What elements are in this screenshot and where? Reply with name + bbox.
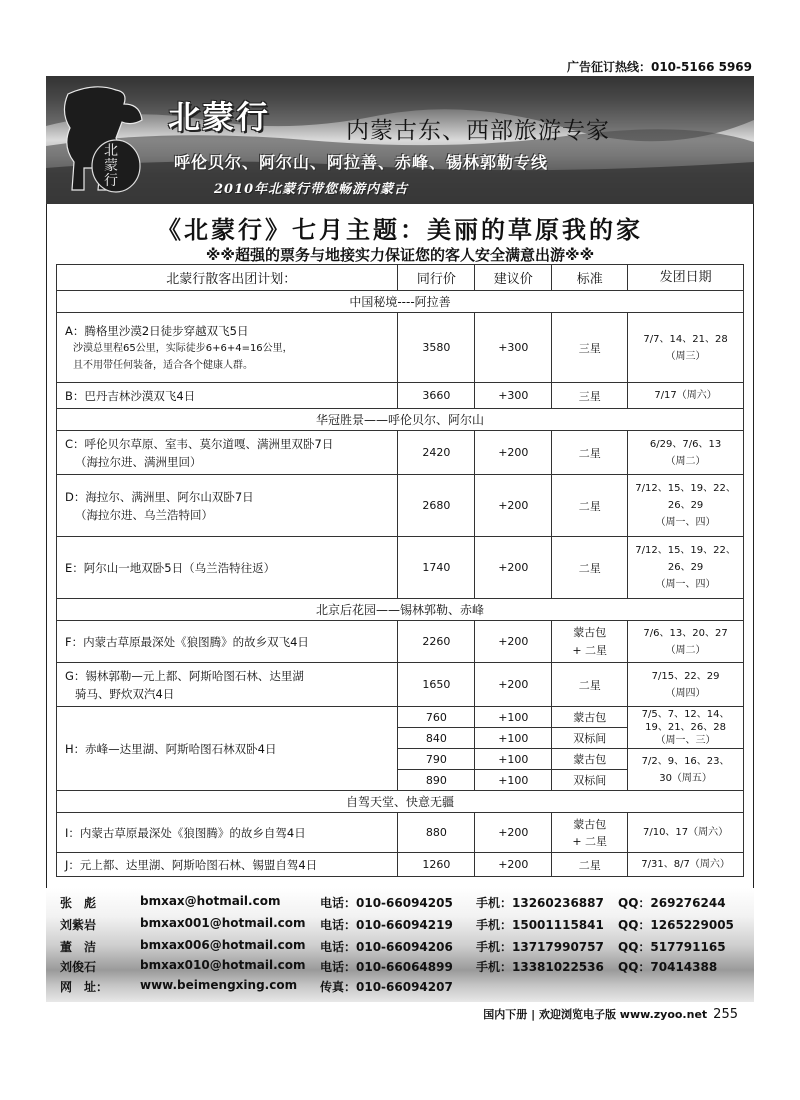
table-header-row	[57, 265, 744, 291]
col-header-route: 北蒙行散客出团计划：	[57, 265, 398, 291]
departure-weekday: （周二）	[665, 644, 706, 656]
section-row	[57, 291, 744, 313]
suggested-price: +200	[475, 663, 552, 707]
peer-price: 880	[398, 813, 475, 853]
route-name: E：阿尔山一地双卧5日（乌兰浩特往返）	[57, 537, 398, 599]
departure-dates: 7/2、9、16、23、	[641, 755, 730, 767]
suggested-price: +200	[475, 853, 552, 877]
departure-dates: 7/6、13、20、27	[643, 627, 728, 639]
contact-mobile: 手机：13717990757	[476, 940, 604, 954]
route-name: I：内蒙古草原最深处《狼图腾》的故乡自驾4日	[57, 813, 398, 853]
route-name: G：锡林郭勒—元上都、阿斯哈图石林、达里湖	[65, 668, 304, 683]
route-name: D：海拉尔、满洲里、阿尔山双卧7日	[65, 489, 254, 504]
standard: 三星	[552, 383, 628, 409]
contact-name: 刘俊石	[60, 960, 97, 974]
standard: 蒙古包	[552, 749, 628, 770]
standard: 二星	[552, 475, 628, 537]
peer-price: 760	[398, 707, 475, 728]
suggested-price: +100	[475, 770, 552, 791]
standard: 二星	[552, 663, 628, 707]
route-note: 骑马、野炊双汽4日	[75, 686, 175, 701]
website-link[interactable]: www.beimengxing.com	[140, 978, 298, 992]
departure-weekday: （周三）	[665, 350, 706, 362]
route-name: C：呼伦贝尔草原、室韦、莫尔道嘎、满洲里双卧7日	[65, 436, 334, 451]
section-title: 北京后花园——锡林郭勒、赤峰	[57, 599, 744, 621]
horse-logo	[54, 82, 154, 200]
contact-row	[46, 938, 754, 956]
suggested-price: +200	[475, 621, 552, 663]
departure-weekday: （周一、四）	[655, 517, 716, 528]
standard: + 二星	[572, 643, 608, 657]
route-note: 且不用带任何装备，适合各个健康人群。	[73, 359, 253, 371]
table-row	[57, 431, 744, 475]
contact-email[interactable]: bmxax010@hotmail.com	[140, 958, 306, 972]
section-row	[57, 409, 744, 431]
banner-tagline: 内蒙古东、西部旅游专家	[346, 118, 610, 144]
peer-price: 3660	[398, 383, 475, 409]
standard: + 二星	[572, 834, 608, 848]
departure-weekday: 30（周五）	[659, 772, 712, 784]
standard: 二星	[552, 431, 628, 475]
contact-row	[46, 916, 754, 934]
peer-price: 2420	[398, 431, 475, 475]
contact-name: 董 洁	[60, 940, 97, 954]
brand-name: 北蒙行	[168, 98, 271, 136]
website-label: 网 址：	[60, 980, 109, 994]
contact-qq: QQ：1265229005	[618, 918, 734, 932]
ad-hotline: 广告征订热线：010-5166 5969	[566, 60, 752, 74]
page-footer	[483, 1006, 738, 1022]
suggested-price: +100	[475, 707, 552, 728]
departure-weekday: （周一、三）	[655, 735, 716, 746]
standard: 二星	[552, 853, 628, 877]
peer-price: 840	[398, 728, 475, 749]
col-header-suggested: 建议价	[475, 265, 552, 291]
suggested-price: +200	[475, 813, 552, 853]
route-name: A：腾格里沙漠2日徒步穿越双飞5日	[65, 323, 249, 338]
page-number: 255	[713, 1007, 738, 1022]
peer-price: 3580	[398, 313, 475, 383]
contact-section	[46, 888, 754, 1002]
footer-text: 国内下册 | 欢迎浏览电子版 www.zyoo.net	[483, 1008, 708, 1021]
peer-price: 890	[398, 770, 475, 791]
standard: 双标间	[552, 770, 628, 791]
departure-dates: 26、29	[667, 500, 704, 511]
table-row	[57, 621, 744, 663]
departure-dates: 7/12、15、19、22、	[635, 483, 736, 494]
page-subtitle: ※※超强的票务与地接实力保证您的客人安全满意出游※※	[205, 246, 595, 264]
contact-phone: 电话：010-66094206	[320, 940, 453, 954]
contact-row	[46, 958, 754, 976]
route-note: 沙漠总里程65公里，实际徒步6+6+4=16公里，	[73, 342, 293, 354]
peer-price: 1650	[398, 663, 475, 707]
suggested-price: +100	[475, 728, 552, 749]
col-header-standard: 标准	[552, 265, 628, 291]
suggested-price: +200	[475, 431, 552, 475]
departure-dates: 7/7、14、21、28	[643, 333, 728, 345]
departure-dates: 7/12、15、19、22、	[635, 545, 736, 556]
contact-mobile: 手机：15001115841	[476, 918, 604, 932]
banner	[46, 76, 754, 204]
section-row	[57, 791, 744, 813]
contact-phone: 电话：010-66064899	[320, 960, 453, 974]
contact-name: 刘紫岩	[60, 918, 97, 932]
table-row	[57, 383, 744, 409]
suggested-price: +200	[475, 537, 552, 599]
suggested-price: +100	[475, 749, 552, 770]
departure-dates: 7/15、22、29	[651, 670, 720, 682]
table-row	[57, 537, 744, 599]
peer-price: 2680	[398, 475, 475, 537]
section-title: 华冠胜景——呼伦贝尔、阿尔山	[57, 409, 744, 431]
route-name: F：内蒙古草原最深处《狼图腾》的故乡双飞4日	[57, 621, 398, 663]
departure-weekday: （周二）	[665, 455, 706, 467]
contact-row	[46, 894, 754, 912]
contact-email[interactable]: bmxax006@hotmail.com	[140, 938, 306, 952]
route-lines: 呼伦贝尔、阿尔山、阿拉善、赤峰、锡林郭勒专线	[174, 153, 549, 172]
departure-dates: 6/29、7/6、13	[649, 438, 722, 450]
fax-number: 传真：010-66094207	[320, 980, 453, 994]
departure-dates: 7/31、8/7（周六）	[628, 853, 744, 877]
table-row	[57, 853, 744, 877]
peer-price: 1260	[398, 853, 475, 877]
table-row	[57, 707, 744, 728]
page-title: 《北蒙行》七月主题：美丽的草原我的家	[157, 215, 643, 244]
contact-qq: QQ：269276244	[618, 896, 726, 910]
contact-mobile: 手机：13260236887	[476, 896, 604, 910]
contact-qq: QQ：517791165	[618, 940, 726, 954]
contact-phone: 电话：010-66094205	[320, 896, 453, 910]
suggested-price: +200	[475, 475, 552, 537]
col-header-dates: 发团日期	[628, 265, 744, 291]
contact-email[interactable]: bmxax@hotmail.com	[140, 894, 281, 908]
year-slogan: 2010年北蒙行带您畅游内蒙古	[214, 182, 409, 197]
standard: 双标间	[552, 728, 628, 749]
departure-weekday: （周一、四）	[655, 579, 716, 590]
contact-name: 张 彪	[60, 896, 97, 910]
table-row	[57, 813, 744, 853]
website-row	[46, 978, 754, 996]
departure-weekday: （周四）	[665, 687, 706, 699]
standard: 蒙古包	[573, 625, 607, 639]
route-name: J：元上都、达里湖、阿斯哈图石林、锡盟自驾4日	[57, 853, 398, 877]
departure-dates: 7/17（周六）	[628, 383, 744, 409]
standard: 蒙古包	[573, 817, 607, 831]
table-row	[57, 663, 744, 707]
departure-dates: 26、29	[667, 562, 704, 573]
standard: 三星	[552, 313, 628, 383]
logo-text: 北蒙行	[104, 143, 118, 189]
tour-schedule-table	[56, 264, 744, 877]
departure-dates: 19、21、26、28	[645, 722, 727, 733]
contact-email[interactable]: bmxax001@hotmail.com	[140, 916, 306, 930]
section-title: 中国秘境----阿拉善	[57, 291, 744, 313]
section-title: 自驾天堂、快意无疆	[57, 791, 744, 813]
standard: 蒙古包	[552, 707, 628, 728]
table-row	[57, 313, 744, 383]
suggested-price: +300	[475, 383, 552, 409]
departure-dates: 7/10、17（周六）	[628, 813, 744, 853]
contact-phone: 电话：010-66094219	[320, 918, 453, 932]
standard: 二星	[552, 537, 628, 599]
route-name: H：赤峰—达里湖、阿斯哈图石林双卧4日	[57, 707, 398, 791]
route-note: （海拉尔进、乌兰浩特回）	[75, 507, 213, 522]
peer-price: 790	[398, 749, 475, 770]
peer-price: 1740	[398, 537, 475, 599]
table-row	[57, 475, 744, 537]
suggested-price: +300	[475, 313, 552, 383]
section-row	[57, 599, 744, 621]
contact-qq: QQ：70414388	[618, 960, 718, 974]
peer-price: 2260	[398, 621, 475, 663]
route-name: B：巴丹吉林沙漠双飞4日	[57, 383, 398, 409]
col-header-price: 同行价	[398, 265, 475, 291]
route-note: （海拉尔进、满洲里回）	[75, 454, 202, 469]
departure-dates: 7/5、7、12、14、	[641, 709, 730, 720]
contact-mobile: 手机：13381022536	[476, 960, 604, 974]
